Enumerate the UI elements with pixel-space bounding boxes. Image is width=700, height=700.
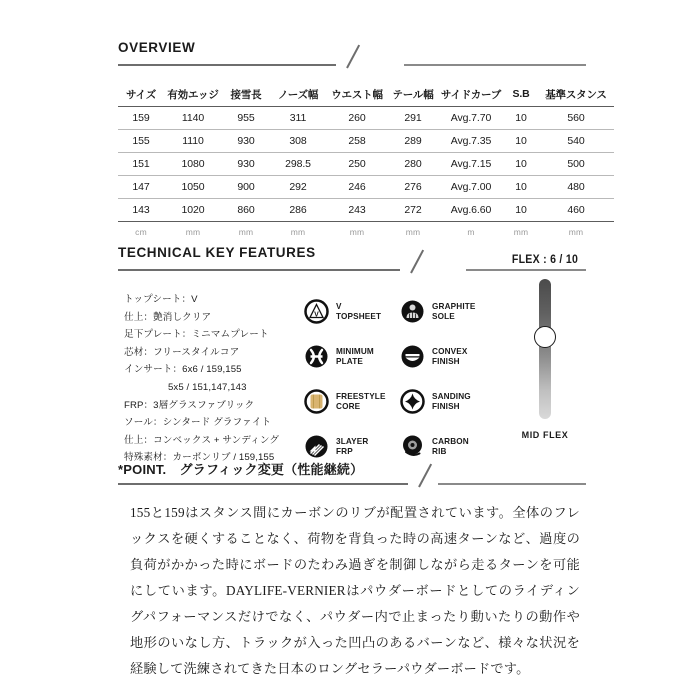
minimum-plate-icon xyxy=(304,344,329,369)
feature-label xyxy=(432,347,467,366)
material-spec-list xyxy=(124,291,314,467)
feature-item-sanding-finish xyxy=(400,379,496,424)
feature-label xyxy=(432,437,469,456)
unit-edge: mm xyxy=(185,227,201,237)
cell-sidecut: Avg.7.00 xyxy=(438,176,504,199)
feature-label-line1: MINIMUM xyxy=(336,346,374,356)
cell-tail: 280 xyxy=(388,153,438,176)
cell-contact: 900 xyxy=(222,176,270,199)
feature-label-line1: CONVEX xyxy=(432,346,468,356)
svg-text:V: V xyxy=(314,311,319,319)
rule-slash-mark xyxy=(410,250,424,274)
cell-waist: 250 xyxy=(326,153,388,176)
unit-waist: mm xyxy=(349,227,365,237)
cell-edge: 1110 xyxy=(164,130,222,153)
cell-size: 155 xyxy=(118,130,164,153)
unit-sidecut: m xyxy=(467,227,475,237)
feature-label xyxy=(336,392,386,411)
overview-section xyxy=(118,40,607,242)
unit-sb: mm xyxy=(513,227,529,237)
freestyle-core-icon xyxy=(304,389,329,414)
feature-label xyxy=(432,302,476,321)
table-header-row xyxy=(118,82,614,107)
heading-rule xyxy=(118,48,586,70)
feature-label-line2: PLATE xyxy=(336,356,363,366)
cell-sidecut: Avg.7.15 xyxy=(438,153,504,176)
carbon-rib-icon xyxy=(400,434,425,459)
rule-left-segment xyxy=(118,64,336,66)
cell-tail: 289 xyxy=(388,130,438,153)
graphite-sole-icon xyxy=(400,299,425,324)
cell-sb: 10 xyxy=(504,107,538,130)
feature-icon-column-right xyxy=(400,289,496,469)
rule-slash-mark xyxy=(346,45,360,69)
unit-stance: mm xyxy=(568,227,584,237)
feature-label-line2: FINISH xyxy=(432,356,460,366)
cell-nose: 292 xyxy=(270,176,326,199)
point-title: *POINT. グラフィック変更（性能継続） xyxy=(118,462,364,477)
cell-stance: 500 xyxy=(538,153,614,176)
cell-tail: 291 xyxy=(388,107,438,130)
feature-label-line1: FREESTYLE xyxy=(336,391,386,401)
overview-title: OVERVIEW xyxy=(118,40,196,55)
cell-contact: 955 xyxy=(222,107,270,130)
rule-right-segment xyxy=(438,483,586,485)
point-body-text xyxy=(130,500,580,682)
feature-label-line1: CARBON xyxy=(432,436,469,446)
column-header-sidecut: サイドカーブ xyxy=(438,82,504,107)
cell-edge: 1080 xyxy=(164,153,222,176)
cell-size: 147 xyxy=(118,176,164,199)
rule-right-segment xyxy=(404,64,586,66)
cell-edge: 1020 xyxy=(164,199,222,222)
feature-label-line2: RIB xyxy=(432,446,447,456)
feature-item-convex-finish xyxy=(400,334,496,379)
cell-stance: 540 xyxy=(538,130,614,153)
feature-label-line1: GRAPHITE xyxy=(432,301,476,311)
feature-item-freestyle-core xyxy=(304,379,400,424)
cell-waist: 258 xyxy=(326,130,388,153)
cell-nose: 298.5 xyxy=(270,153,326,176)
cell-contact: 930 xyxy=(222,153,270,176)
cell-sidecut: Avg.6.60 xyxy=(438,199,504,222)
spec-line: 仕上：艶消しクリア xyxy=(124,311,212,323)
heading-rule xyxy=(118,467,586,489)
flex-bar-wrapper xyxy=(500,279,590,419)
sanding-finish-icon xyxy=(400,389,425,414)
cell-edge: 1140 xyxy=(164,107,222,130)
spec-line: ソール：シンタード グラファイト xyxy=(124,417,272,429)
spec-line: トップシート：V xyxy=(124,294,198,305)
overview-spec-table xyxy=(118,82,614,242)
table-row xyxy=(118,130,614,153)
column-header-contact-length: 接雪長 xyxy=(222,82,270,107)
cell-sidecut: Avg.7.70 xyxy=(438,107,504,130)
cell-size: 159 xyxy=(118,107,164,130)
point-paragraph: 155と159はスタンス間にカーボンのリブが配置されています。全体のフレックスを硬くすることなく、荷物を背負った時の高速ターンなど、過度の負荷がかかった時にボードのたわみ過ぎを制御しながら走るターンを可能にしています。DAYLIFE-VERNIERはパウダーボードとしてのライディングパフォーマンスだけでなく、パウダー内で止まったり動いたりの動作や地形のいなし方、トラックが入った凹凸のあるバーンなど、様々な状況を経験して洗練されてきた日本のロングセラーパウダーボードです。 xyxy=(130,505,580,676)
table-units-row xyxy=(118,222,614,243)
feature-label xyxy=(336,302,381,321)
unit-tail: mm xyxy=(405,227,421,237)
table-row xyxy=(118,176,614,199)
column-header-nose-width: ノーズ幅 xyxy=(270,82,326,107)
cell-tail: 276 xyxy=(388,176,438,199)
unit-contact: mm xyxy=(238,227,254,237)
feature-label xyxy=(432,392,471,411)
3layer-frp-icon xyxy=(304,434,329,459)
cell-contact: 860 xyxy=(222,199,270,222)
rule-left-segment xyxy=(118,483,408,485)
cell-nose: 311 xyxy=(270,107,326,130)
feature-label-line1: 3LAYER xyxy=(336,436,369,446)
cell-stance: 480 xyxy=(538,176,614,199)
spec-line: 足下プレート：ミニマムプレート xyxy=(124,329,269,341)
cell-waist: 243 xyxy=(326,199,388,222)
overview-heading xyxy=(118,40,586,70)
feature-label-line2: FINISH xyxy=(432,401,460,411)
table-row xyxy=(118,153,614,176)
v-topsheet-icon xyxy=(304,299,329,324)
column-header-size: サイズ xyxy=(118,82,164,107)
flex-gradient-bar xyxy=(539,279,551,419)
spec-line: FRP：3層グラスファブリック xyxy=(124,399,255,411)
technical-title: TECHNICAL KEY FEATURES xyxy=(118,245,316,260)
cell-nose: 308 xyxy=(270,130,326,153)
flex-caption: MID FLEX xyxy=(521,430,569,440)
feature-icon-column-left xyxy=(304,289,400,469)
feature-label-line2: CORE xyxy=(336,401,361,411)
spec-line: 5x5 / 151,147,143 xyxy=(168,381,247,393)
cell-sb: 10 xyxy=(504,199,538,222)
flex-title: FLEX : 6 / 10 xyxy=(511,252,579,266)
unit-nose: mm xyxy=(290,227,306,237)
feature-item-graphite-sole xyxy=(400,289,496,334)
feature-label-line2: TOPSHEET xyxy=(336,311,382,321)
cell-size: 143 xyxy=(118,199,164,222)
feature-label-line2: SOLE xyxy=(432,311,455,321)
column-header-stance: 基準スタンス xyxy=(538,82,614,107)
feature-item-v-topsheet xyxy=(304,289,400,334)
spec-line: 仕上：コンベックス + サンディング xyxy=(124,434,280,446)
spec-line: 芯材：フリースタイルコア xyxy=(124,346,240,358)
cell-waist: 260 xyxy=(326,107,388,130)
cell-edge: 1050 xyxy=(164,176,222,199)
spec-line: インサート：6x6 / 159,155 xyxy=(124,364,242,376)
feature-label xyxy=(336,347,374,366)
convex-finish-icon xyxy=(400,344,425,369)
feature-label-line1: V xyxy=(336,301,342,311)
feature-label xyxy=(336,437,368,456)
cell-waist: 246 xyxy=(326,176,388,199)
feature-label-line1: SANDING xyxy=(432,391,471,401)
unit-size: cm xyxy=(135,227,147,237)
spec-line: 特殊素材：カーボンリブ / 159,155 xyxy=(124,452,275,464)
cell-sb: 10 xyxy=(504,153,538,176)
rule-left-segment xyxy=(118,269,400,271)
table-row xyxy=(118,199,614,222)
flex-meter xyxy=(500,252,590,440)
feature-label-line2: FRP xyxy=(336,446,353,456)
table-row xyxy=(118,107,614,130)
column-header-waist-width: ウエスト幅 xyxy=(326,82,388,107)
point-heading xyxy=(118,459,586,489)
flex-knob-indicator[interactable] xyxy=(534,326,556,348)
cell-stance: 560 xyxy=(538,107,614,130)
cell-size: 151 xyxy=(118,153,164,176)
cell-nose: 286 xyxy=(270,199,326,222)
cell-tail: 272 xyxy=(388,199,438,222)
point-section xyxy=(118,459,586,489)
cell-sb: 10 xyxy=(504,176,538,199)
rule-slash-mark xyxy=(418,464,432,488)
column-header-tail-width: テール幅 xyxy=(388,82,438,107)
cell-contact: 930 xyxy=(222,130,270,153)
cell-sidecut: Avg.7.35 xyxy=(438,130,504,153)
cell-sb: 10 xyxy=(504,130,538,153)
feature-item-minimum-plate xyxy=(304,334,400,379)
column-header-sb: S.B xyxy=(504,82,538,107)
column-header-effective-edge: 有効エッジ xyxy=(164,82,222,107)
cell-stance: 460 xyxy=(538,199,614,222)
